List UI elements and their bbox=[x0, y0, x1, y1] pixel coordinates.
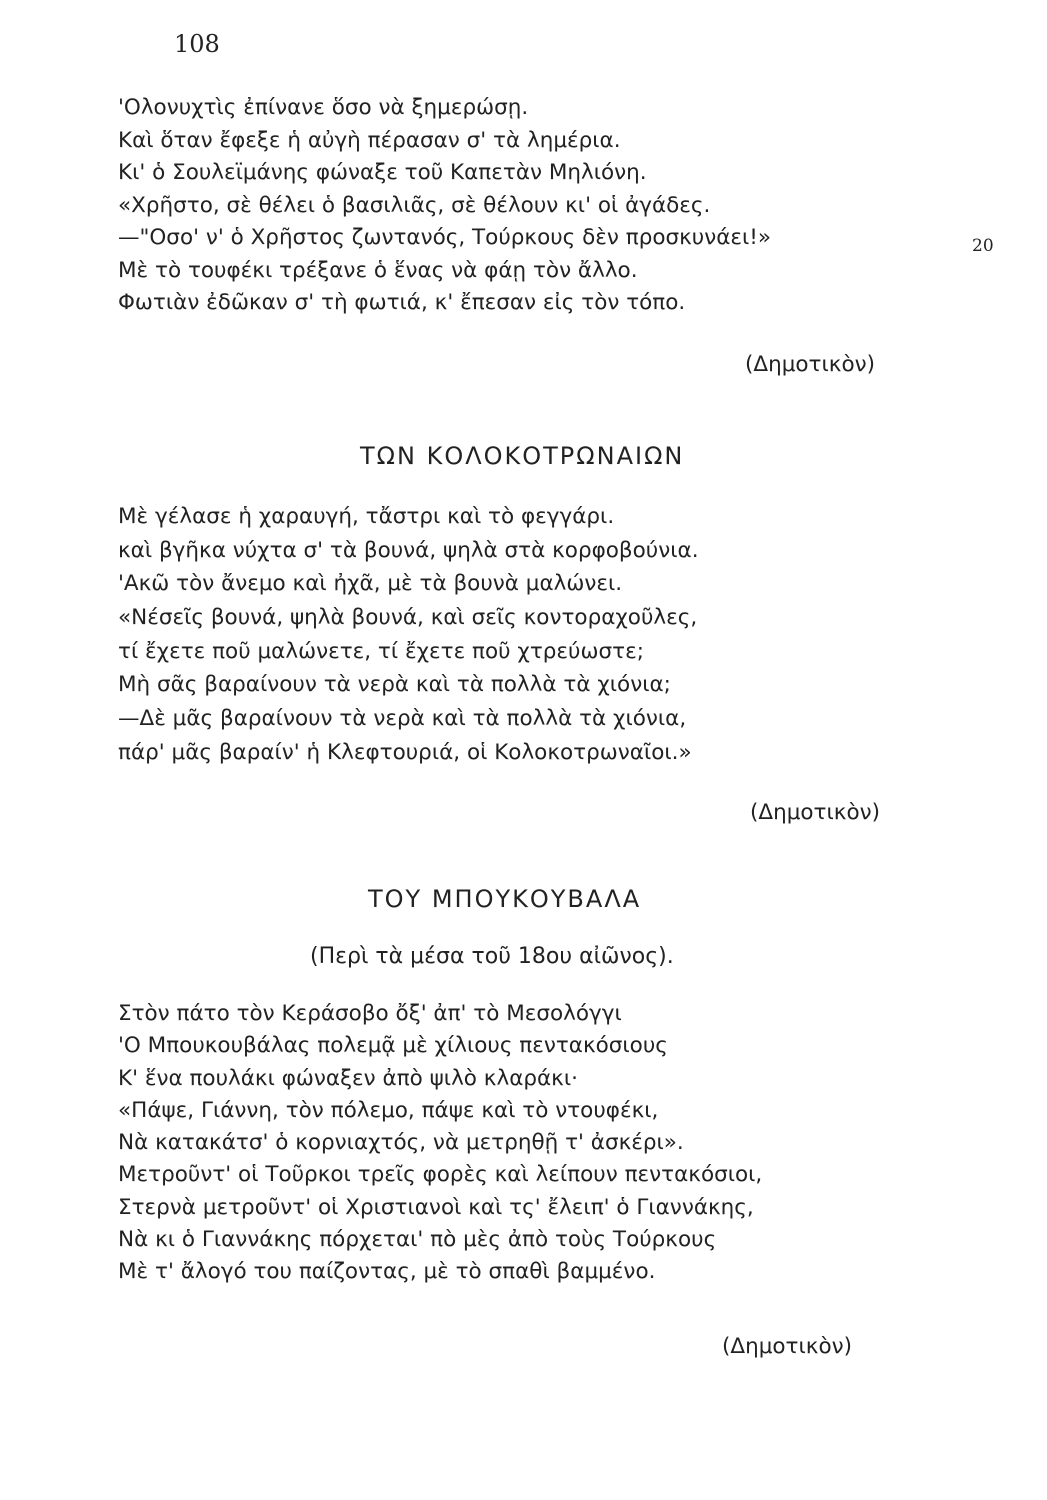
verse-line: Μὲ γέλασε ἡ χαραυγή, τἄστρι καὶ τὸ φεγγάρι. bbox=[118, 504, 615, 529]
verse-line: Στὸν πάτο τὸν Κεράσοβο ὄξ' ἀπ' τὸ Μεσολόγγι bbox=[118, 1001, 622, 1026]
verse-line: Κ' ἕνα πουλάκι φώναξεν ἀπὸ ψιλὸ κλαράκι· bbox=[118, 1065, 578, 1091]
poem-3-lines bbox=[118, 998, 762, 1289]
verse-line: Μὴ σᾶς βαραίνουν τὰ νερὰ καὶ τὰ πολλὰ τὰ χιόνια; bbox=[118, 672, 671, 698]
poem-2-title: ΤΩΝ ΚΟΛΟΚΟΤΡΩΝΑΙΩΝ bbox=[360, 442, 685, 470]
verse-line: «Χρῆστο, σὲ θέλει ὁ βασιλιᾶς, σὲ θέλουν κι' οἱ ἀγάδες. bbox=[118, 192, 711, 218]
verse-line: τί ἔχετε ποῦ μαλώνετε, τί ἔχετε ποῦ χτρεύωστε; bbox=[118, 638, 644, 664]
verse-line: 'Ολονυχτὶς ἐπίνανε ὅσο νὰ ξημερώσῃ. bbox=[118, 95, 529, 120]
verse-line: Μὲ τὸ τουφέκι τρέξανε ὁ ἕνας νὰ φάῃ τὸν ἄλλο. bbox=[118, 257, 638, 283]
page-number: 108 bbox=[174, 30, 220, 58]
verse-line: Καὶ ὅταν ἔφεξε ἡ αὐγὴ πέρασαν σ' τὰ λημέρια. bbox=[118, 127, 621, 153]
poem-2-source: (Δημοτικὸν) bbox=[750, 800, 880, 825]
verse-line: καὶ βγῆκα νύχτα σ' τὰ βουνά, ψηλὰ στὰ κορφοβούνια. bbox=[118, 537, 699, 563]
verse-line: πάρ' μᾶς βαραίν' ἡ Κλεφτουριά, οἱ Κολοκοτρωναῖοι.» bbox=[118, 739, 692, 765]
verse-line: 'Ο Μπουκουβάλας πολεμᾷ μὲ χίλιους πεντακόσιους bbox=[118, 1033, 668, 1059]
poem-3-subtitle: (Περὶ τὰ μέσα τοῦ 18ου αἰῶνος). bbox=[310, 944, 674, 969]
verse-line: Φωτιὰν ἐδῶκαν σ' τὴ φωτιά, κ' ἔπεσαν εἰς τὸν τόπο. bbox=[118, 290, 686, 315]
poem-3-title: ΤΟΥ ΜΠΟΥΚΟΥΒΑΛΑ bbox=[368, 885, 642, 913]
verse-line: —Δὲ μᾶς βαραίνουν τὰ νερὰ καὶ τὰ πολλὰ τὰ χιόνια, bbox=[118, 706, 687, 732]
verse-line: «Πάψε, Γιάννη, τὸν πόλεμο, πάψε καὶ τὸ ντουφέκι, bbox=[118, 1097, 659, 1123]
poem-2-lines bbox=[118, 500, 699, 770]
verse-line: Μὲ τ' ἄλογό του παίζοντας, μὲ τὸ σπαθὶ βαμμένο. bbox=[118, 1259, 656, 1285]
line-number-marker: 20 bbox=[972, 236, 994, 256]
poem-3-source: (Δημοτικὸν) bbox=[722, 1334, 852, 1359]
verse-line: —"Οσο' ν' ὁ Χρῆστος ζωντανός, Τούρκους δὲν προσκυνάει!» bbox=[118, 225, 772, 250]
verse-line: Στερνὰ μετροῦντ' οἱ Χριστιανοὶ καὶ τς' ἔλειπ' ὁ Γιαννάκης, bbox=[118, 1194, 754, 1220]
poem-1-lines bbox=[118, 92, 771, 320]
verse-line: Νὰ κι ὁ Γιαννάκης πόρχεται' πὸ μὲς ἀπὸ τοὺς Τούρκους bbox=[118, 1227, 717, 1253]
verse-line: Κι' ὁ Σουλεϊμάνης φώναξε τοῦ Καπετὰν Μηλιόνη. bbox=[118, 160, 647, 185]
poem-1-source: (Δημοτικὸν) bbox=[745, 352, 875, 377]
verse-line: 'Ακῶ τὸν ἄνεμο καὶ ἠχᾶ, μὲ τὰ βουνὰ μαλώνει. bbox=[118, 571, 623, 597]
verse-line: «Νέσεῖς βουνά, ψηλὰ βουνά, καὶ σεῖς κοντοραχοῦλες, bbox=[118, 605, 698, 631]
verse-line: Μετροῦντ' οἱ Τοῦρκοι τρεῖς φορὲς καὶ λείπουν πεντακόσιοι, bbox=[118, 1162, 763, 1188]
verse-line: Νὰ κατακάτσ' ὁ κορνιαχτός, νὰ μετρηθῇ τ' ἀσκέρι». bbox=[118, 1130, 684, 1156]
